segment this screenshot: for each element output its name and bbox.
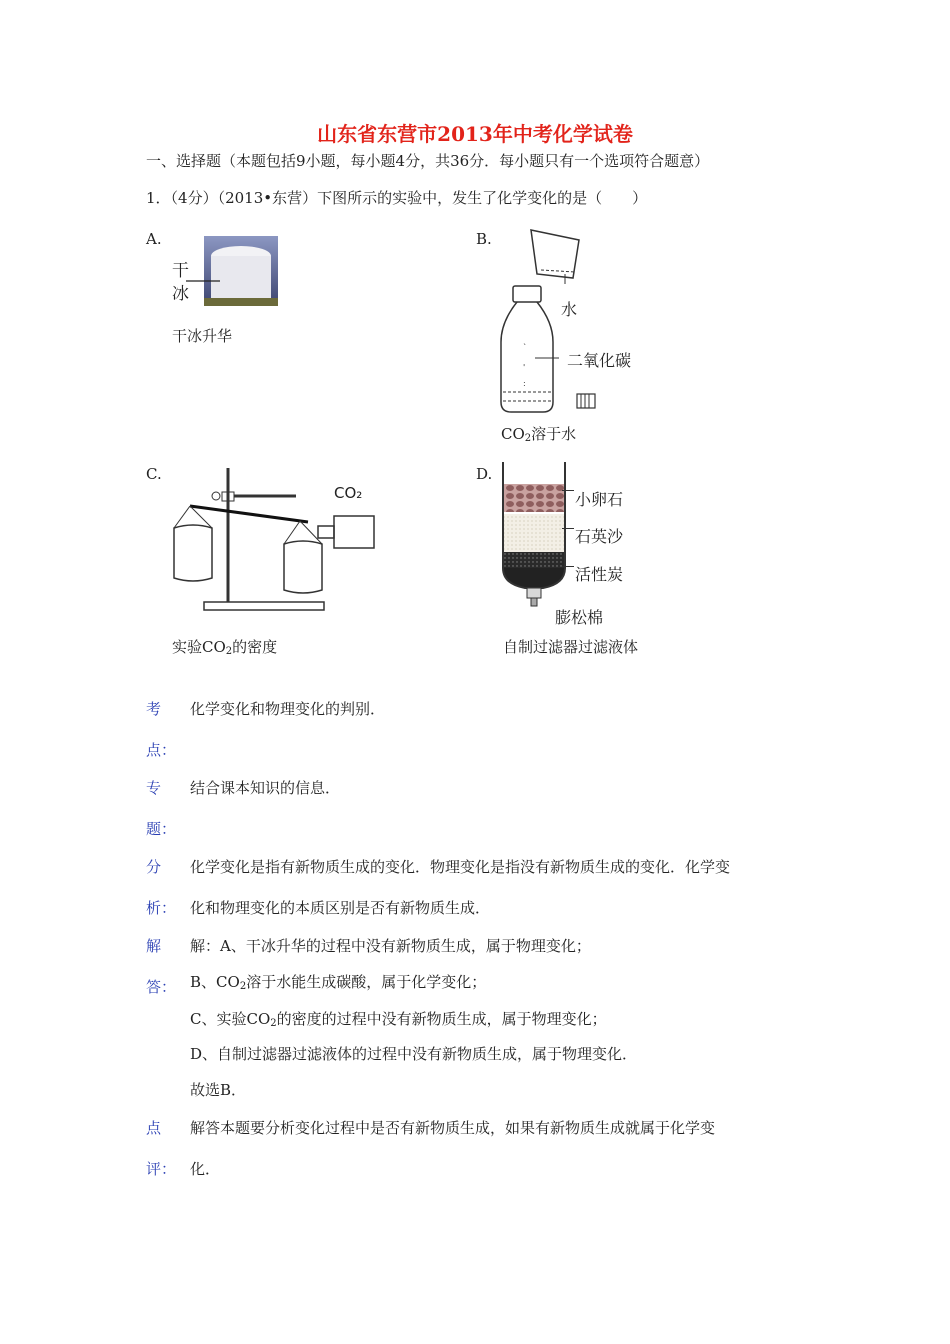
option-d-letter: D. [476,465,493,483]
section-heading: 一、选择题（本题包括9小题，每小题4分，共36分．每小题只有一个选项符合题意） [146,152,710,170]
question-stem: 1．（4分）（2013•东营）下图所示的实验中，发生了化学变化的是（ ） [146,189,648,207]
option-b-caption: $CO_2$溶于水 [501,425,577,444]
fenxi-label-2: 析： [146,899,177,917]
option-d-layer-4: 膨松棉 [555,608,604,627]
zhuanti-label-2: 题： [146,820,177,838]
option-d-layer-2: 石英沙 [575,527,624,546]
svg-text:': ' [523,363,526,372]
option-d-caption: 自制过滤器过滤液体 [503,638,639,656]
kaodian-label-1: 考 [146,700,162,718]
option-c-letter: C. [146,465,162,483]
option-b-label-co2: 二氧化碳 [567,351,632,370]
jieda-line-3: C、实验$CO_2$的密度的过程中没有新物质生成，属于物理变化； [190,1010,607,1029]
option-d-leader-3 [562,566,574,567]
option-d-leader-1 [562,490,574,491]
option-a-letter: A. [146,230,162,248]
svg-text::: : [523,379,526,388]
jieda-line-5: 故选B． [190,1081,247,1099]
page-title: 山东省东营市2013年中考化学试卷 [317,122,633,146]
kaodian-text: 化学变化和物理变化的判别． [190,700,386,718]
svg-text:`: ` [523,343,527,352]
option-d-leader-2 [562,528,574,529]
dianping-line-2: 化． [190,1160,221,1178]
dianping-line-1: 解答本题要分析变化过程中是否有新物质生成，如果有新物质生成就属于化学变 [190,1119,716,1137]
option-d-figure [495,460,575,610]
option-a-caption: 干冰升华 [172,327,233,345]
jieda-line-1: 解：A、干冰升华的过程中没有新物质生成，属于物理变化； [190,937,591,955]
fenxi-line-2: 化和物理变化的本质区别是否有新物质生成． [190,899,491,917]
option-a-label-1: 干 [172,261,189,281]
dianping-label-1: 点 [146,1119,162,1137]
option-c-caption: 实验$CO_2$的密度 [172,638,278,657]
jieda-label-1: 解 [146,937,162,955]
kaodian-label-2: 点： [146,741,177,759]
zhuanti-text: 结合课本知识的信息． [190,779,341,797]
zhuanti-label-1: 专 [146,779,162,797]
dianping-label-2: 评： [146,1160,177,1178]
option-b-label-water: 水 [561,300,578,319]
option-a-label-2: 冰 [172,284,189,304]
option-d-layer-1: 小卵石 [575,490,624,509]
jieda-line-4: D、自制过滤器过滤液体的过程中没有新物质生成，属于物理变化． [190,1045,638,1063]
jieda-label-2: 答： [146,978,177,996]
option-b-figure [495,226,655,421]
option-c-label-co2: CO₂ [334,484,363,502]
fenxi-label-1: 分 [146,858,162,876]
jieda-line-2: B、$CO_2$溶于水能生成碳酸，属于化学变化； [190,973,487,992]
fenxi-line-1: 化学变化是指有新物质生成的变化．物理变化是指没有新物质生成的变化．化学变 [190,858,731,876]
option-d-layer-3: 活性炭 [575,565,624,584]
option-b-letter: B. [476,230,492,248]
